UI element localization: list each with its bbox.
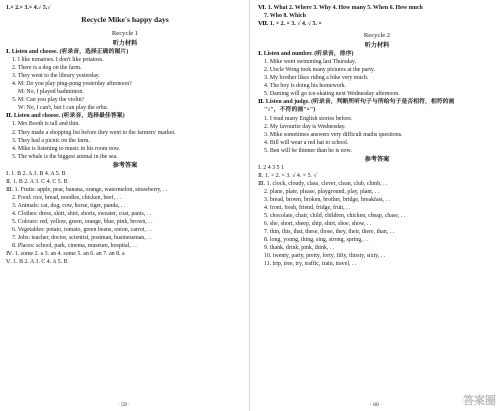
list-item: 1. I read many English stories before. — [264, 115, 353, 122]
answer-line: Ⅱ. 1. B 2. A 3. C 4. C 5. B — [6, 178, 68, 185]
list-item: 2. My favourite day is Wednesday. — [264, 123, 346, 130]
answer-line: Ⅱ. 1. × 2. × 3. √ 4. × 5. √ — [258, 172, 317, 179]
part1-heading: Ⅰ. Listen and choose. (听录音，选择正确的图片) — [6, 49, 129, 56]
answer-line: 7. thin, this, that, these, those, they, their, there, than, . . — [264, 229, 395, 236]
part1-heading: Ⅰ. Listen and number. (听录音，排序) — [258, 51, 354, 58]
part2-heading: Ⅱ. Listen and judge. (听录音，判断所听句子与所给句子是否相符，相符的画 — [258, 99, 455, 106]
page-number: · 59 · — [118, 402, 130, 408]
list-item: 1. Mike went swimming last Thursday. — [264, 59, 356, 66]
list-item: 4. Bill will wear a red hat to school. — [264, 139, 349, 146]
answer-line: 2. plane, plate, please, playground, play, plant, . . — [264, 188, 380, 195]
list-item: 3. My brother likes riding a bike very much. — [264, 75, 369, 82]
list-item: W: No, I can't, but I can play the erhu. — [18, 105, 109, 112]
list-item: 3. They had a picnic on the farm. — [12, 137, 90, 144]
answer-line: 8. long, young, thing, sing, strong, spring, . . — [264, 237, 369, 244]
top-answers: 1.× 2.× 3.× 4.√ 5.√ — [6, 5, 51, 11]
section-title: Recycle 1 — [111, 30, 139, 38]
answer-line: Ⅴ. 1. B 2. A 3. C 4. A 5. B — [6, 259, 68, 266]
list-item: 5. Ben will be thinner than he is now. — [264, 147, 352, 154]
list-item: 4. The boy is doing his homework. — [264, 83, 347, 90]
list-item: 3. Mike sometimes answers very difficult maths questions. — [264, 131, 403, 138]
listening-material-heading: 听力材料 — [112, 40, 138, 48]
part2-heading-cont: "√"，不符的画"×") — [264, 107, 316, 114]
list-item: 2. They made a shopping list before they went to the farmers' market. — [12, 129, 176, 136]
list-item: 3. They went to the library yesterday. — [12, 73, 100, 80]
answer-line: 7. Jobs: teacher, doctor, scientist, postman, businessman, . . — [12, 235, 152, 242]
listening-material-heading: 听力材料 — [364, 42, 390, 50]
answer-key-heading: 参考答案 — [112, 161, 138, 169]
top-answers-7: Ⅶ. 1. × 2. × 3. √ 4. √ 5. × — [258, 21, 322, 28]
answer-line: 5. Colours: red, yellow, green, orange, blue, pink, brown, . . — [12, 218, 153, 225]
answer-line: 3. bread, brown, broken, brother, bridge, breakfast, . . — [264, 196, 390, 203]
answer-line: 2. Food: rice, bread, noodles, chicken, beef, . . — [12, 194, 121, 201]
answer-line: Ⅲ. 1. Fruits: apple, pear, banana, orange, watermelon, strawberry, . . — [6, 186, 168, 193]
answer-line: 6. she, short, sheep, ship, shirt, shoe, show, . . — [264, 221, 372, 228]
top-answers: Ⅵ. 1. What 2. Where 3. Why 4. How many 5. When 6. How much — [258, 5, 423, 11]
answer-line: 8. Places: school, park, cinema, museum, hospital, . . — [12, 243, 137, 250]
list-item: 5. The whale is the biggest animal in the sea. — [12, 153, 118, 160]
answer-line: Ⅳ. 1. some 2. a 3. an 4. some 5. an 6. an 7. an 8. a — [6, 251, 125, 258]
answer-line: Ⅰ. 1. B 2. A 3. B 4. A 5. B — [6, 170, 66, 177]
answer-line: 3. Animals: cat, dog, cow, horse, tiger, panda, . . — [12, 202, 126, 209]
list-item: 4. M: Do you play ping-pong yesterday afternoon? — [12, 81, 132, 88]
list-item: 4. Mike is listening to music in his room now. — [12, 145, 121, 152]
left-page — [0, 0, 248, 411]
list-item: 5. M: Can you play the violin? — [12, 97, 85, 104]
list-item: 1. Mrs Booth is tall and thin. — [12, 121, 80, 128]
part2-heading: Ⅱ. Listen and choose. (听录音，选择最佳答案) — [6, 113, 125, 120]
page-divider — [249, 0, 250, 411]
list-item: 1. I like tomatoes. I don't like potatoes. — [12, 57, 104, 64]
answer-line: 10. twenty, party, pretty, forty, fifty, thirsty, sixty, . . — [264, 253, 386, 260]
answer-line: 4. Clothes: dress, skirt, shirt, shorts, sweater, coat, pants, . . — [12, 210, 152, 217]
answer-line: Ⅲ. 1. clock, cloudy, class, clever, clean, club, climb, . . — [258, 180, 388, 187]
answer-line: 5. chocolate, chair, child, children, chicken, cheap, chase, . . — [264, 213, 406, 220]
top-answers-cont: 7. Who 8. Which — [264, 13, 306, 20]
right-page — [252, 0, 500, 411]
answer-line: 11. trip, tree, try, traffic, train, travel, . . — [264, 261, 357, 268]
answer-line: 6. Vegetables: potato, tomato, green beans, onion, carrot, . . — [12, 227, 152, 234]
list-item: 2. There is a dog on the farm. — [12, 65, 82, 72]
list-item: M: No, I played badminton. — [18, 89, 84, 96]
list-item: 5. Daming will go ice-skating next Wednesday afternoon. — [264, 91, 400, 98]
section-title: Recycle 2 — [363, 32, 391, 40]
answer-line: Ⅰ. 2 4 3 5 1 — [258, 164, 284, 171]
answer-line: 4. front, fresh, friend, fridge, fruit, . . — [264, 204, 351, 211]
answer-key-heading: 参考答案 — [364, 155, 390, 163]
page-number: · 60 · — [370, 402, 382, 408]
answer-line: 9. thank, drink, pink, think, . . — [264, 245, 335, 252]
list-item: 2. Uncle Wong took many pictures at the party. — [264, 67, 375, 74]
page-title: Recycle Mike's happy days — [81, 15, 169, 25]
watermark-logo: 答案圈 — [463, 394, 496, 407]
